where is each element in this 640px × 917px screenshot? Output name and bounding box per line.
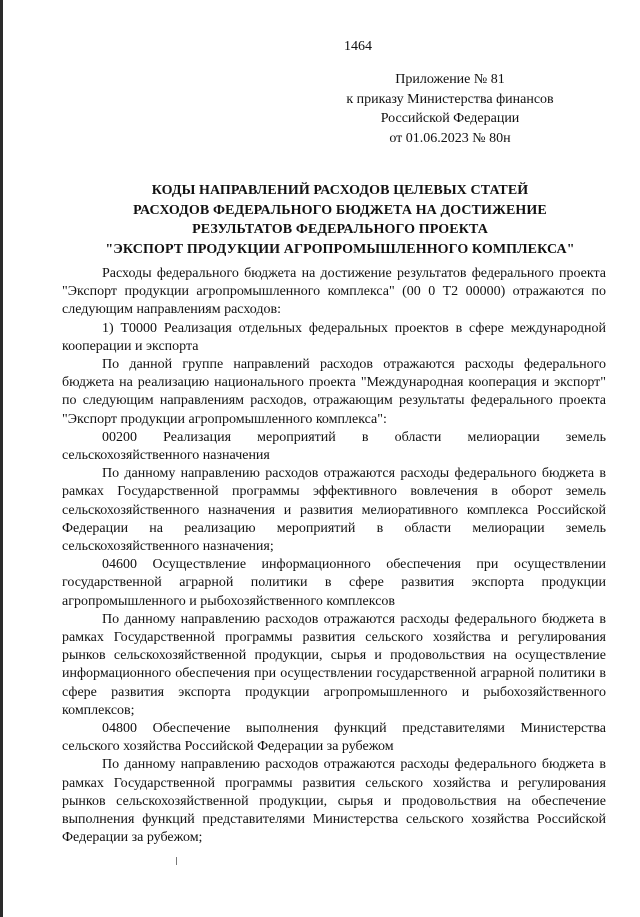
appendix-order-ref: к приказу Министерства финансов (346, 91, 554, 107)
appendix-authority: Российской Федерации (380, 111, 520, 126)
appendix-header (300, 70, 600, 148)
title-line: РАСХОДОВ ФЕДЕРАЛЬНОГО БЮДЖЕТА НА ДОСТИЖЕНИЕ (133, 202, 547, 218)
paragraph-intro: Расходы федерального бюджета на достижение результатов федерального проекта "Экспорт продукции агропромышленного комплекса" (00 0 Т2 00000) отражаются по следующим направлениям расходов: (62, 266, 606, 318)
paragraph-code-04800: 04800 Обеспечение выполнения функций представителями Министерства сельского хозяйства Российской Федерации за рубежом (62, 721, 606, 755)
title-line: КОДЫ НАПРАВЛЕНИЙ РАСХОДОВ ЦЕЛЕВЫХ СТАТЕЙ (151, 183, 529, 198)
scan-left-edge (0, 0, 3, 917)
document-title (60, 181, 620, 259)
title-line: "ЭКСПОРТ ПРОДУКЦИИ АГРОПРОМЫШЛЕННОГО КОМПЛЕКСА" (105, 241, 575, 257)
paragraph-code-00200: 00200 Реализация мероприятий в области мелиорации земель сельскохозяйственного назначения (62, 429, 606, 464)
paragraph-code-00200-description: По данному направлению расходов отражаются расходы федерального бюджета в рамках Государственной программы эффективного вовлечения в оборот земель сельскохозяйственного назначения и развития мелиоративного комплекса Российской Федерации на реализацию мероприятий в области мелиорации земель сельскохозяйственного назначения; (62, 466, 606, 555)
paragraph-code-04800-description: По данному направлению расходов отражаются расходы федерального бюджета в рамках Государственной программы развития сельского хозяйства и регулирования рынков сельскохозяйственной продукции, сырья и продовольствия на обеспечение выполнения функций представителями Министерства сельского хозяйства Российской Федерации за рубежом; (62, 757, 606, 846)
paragraph-code-04600-description: По данному направлению расходов отражаются расходы федерального бюджета в рамках Государственной программы развития сельского хозяйства и регулирования рынков сельскохозяйственной продукции, сырья и продовольствия на осуществление информационного обеспечения при осуществлении государственной аграрной политики в сфере развития экспорта продукции агропромышленного и рыбохозяйственного комплексов; (62, 611, 606, 718)
document-body (62, 265, 606, 848)
paragraph-code-04600: 04600 Осуществление информационного обеспечения при осуществлении государственной аграрной политики в сфере развития экспорта продукции агропромышленного и рыбохозяйственного комплексов (62, 557, 606, 609)
paragraph-item-1: 1) Т0000 Реализация отдельных федеральных проектов в сфере международной кооперации и экспорта (62, 320, 606, 354)
page-number: 1464 (344, 39, 372, 54)
scan-artifact (176, 857, 177, 865)
appendix-number: Приложение № 81 (395, 72, 505, 87)
title-line: РЕЗУЛЬТАТОВ ФЕДЕРАЛЬНОГО ПРОЕКТА (192, 222, 488, 237)
appendix-date: от 01.06.2023 № 80н (389, 130, 511, 146)
paragraph-group-description: По данной группе направлений расходов отражаются расходы федерального бюджета на реализацию национального проекта "Международная кооперация и экспорт" по следующим направлениям расходов, отражающим результаты федерального проекта "Экспорт продукции агропромышленного комплекса": (62, 357, 606, 427)
